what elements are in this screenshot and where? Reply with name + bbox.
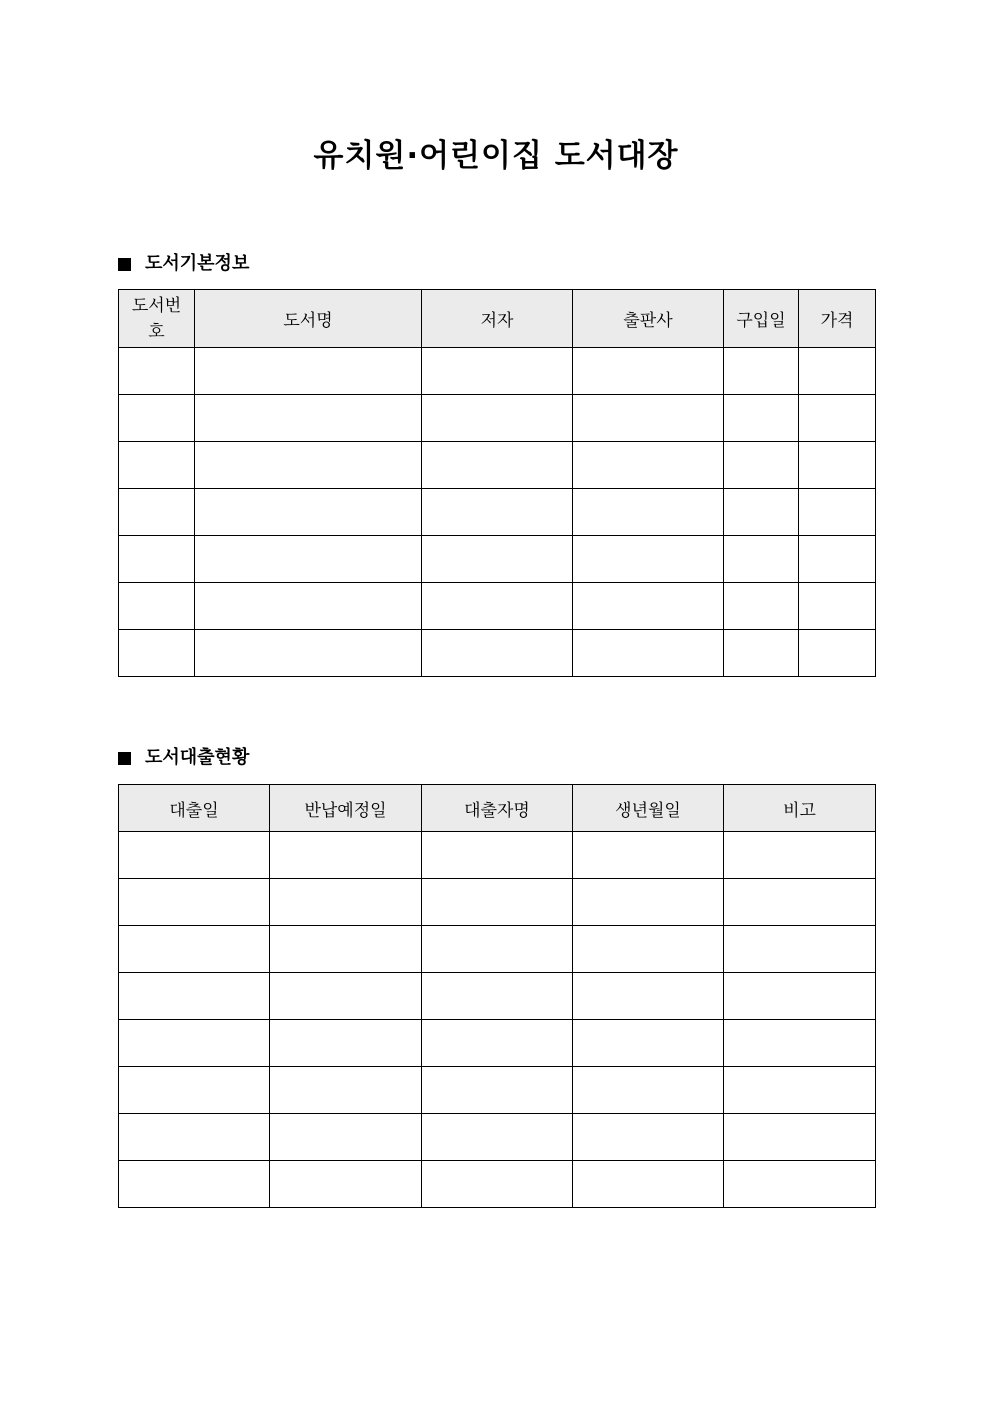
table-cell[interactable] <box>422 926 573 973</box>
table-cell[interactable] <box>195 630 422 677</box>
table-cell[interactable] <box>119 879 270 926</box>
table-cell[interactable] <box>119 348 195 395</box>
table-cell[interactable] <box>724 395 799 442</box>
table-header-row <box>119 785 876 832</box>
table-cell[interactable] <box>422 489 573 536</box>
table-cell[interactable] <box>799 536 876 583</box>
table-cell[interactable] <box>422 630 573 677</box>
table-cell[interactable] <box>573 1161 724 1208</box>
table-cell[interactable] <box>422 536 573 583</box>
table-cell[interactable] <box>119 1020 270 1067</box>
table-cell[interactable] <box>270 973 422 1020</box>
table-cell[interactable] <box>573 630 724 677</box>
book-info-table <box>118 289 876 677</box>
table-cell[interactable] <box>422 1067 573 1114</box>
table-cell[interactable] <box>422 442 573 489</box>
column-header-birth-date: 생년월일 <box>573 785 724 832</box>
table-cell[interactable] <box>422 1114 573 1161</box>
table-cell[interactable] <box>195 489 422 536</box>
table-row <box>119 536 876 583</box>
column-header-label: 도서번 호 <box>131 295 182 342</box>
table-row <box>119 1067 876 1114</box>
table-cell[interactable] <box>119 1067 270 1114</box>
table-cell[interactable] <box>422 395 573 442</box>
table-cell[interactable] <box>422 1020 573 1067</box>
table-row <box>119 442 876 489</box>
table-cell[interactable] <box>422 583 573 630</box>
table-cell[interactable] <box>422 348 573 395</box>
table-row <box>119 630 876 677</box>
square-bullet-icon <box>118 258 131 271</box>
table-cell[interactable] <box>270 1067 422 1114</box>
table-cell[interactable] <box>799 583 876 630</box>
column-header-loan-date: 대출일 <box>119 785 270 832</box>
table-cell[interactable] <box>799 630 876 677</box>
table-cell[interactable] <box>724 1114 876 1161</box>
column-header-remarks: 비고 <box>724 785 876 832</box>
table-cell[interactable] <box>195 583 422 630</box>
table-cell[interactable] <box>573 1020 724 1067</box>
column-header-book-title: 도서명 <box>195 290 422 348</box>
table-row <box>119 1161 876 1208</box>
table-cell[interactable] <box>724 879 876 926</box>
table-cell[interactable] <box>119 442 195 489</box>
table-cell[interactable] <box>573 583 724 630</box>
table-cell[interactable] <box>195 536 422 583</box>
table-cell[interactable] <box>573 395 724 442</box>
column-header-purchase-date: 구입일 <box>724 290 799 348</box>
table-row <box>119 1020 876 1067</box>
column-header-due-date: 반납예정일 <box>270 785 422 832</box>
table-cell[interactable] <box>119 832 270 879</box>
table-cell[interactable] <box>195 348 422 395</box>
table-row <box>119 395 876 442</box>
section-heading-label: 도서대출현황 <box>145 747 250 768</box>
table-cell[interactable] <box>119 583 195 630</box>
table-row <box>119 926 876 973</box>
table-row <box>119 583 876 630</box>
table-cell[interactable] <box>270 1161 422 1208</box>
table-row <box>119 879 876 926</box>
section-heading-loan-status <box>118 746 249 770</box>
table-cell[interactable] <box>573 536 724 583</box>
column-header-price: 가격 <box>799 290 876 348</box>
column-header-author: 저자 <box>422 290 573 348</box>
table-row <box>119 489 876 536</box>
section-heading-book-info <box>118 252 249 276</box>
table-cell[interactable] <box>573 879 724 926</box>
table-cell[interactable] <box>119 395 195 442</box>
table-cell[interactable] <box>422 879 573 926</box>
table-cell[interactable] <box>119 1114 270 1161</box>
section-heading-label: 도서기본정보 <box>145 253 250 274</box>
table-cell[interactable] <box>724 348 799 395</box>
table-cell[interactable] <box>573 926 724 973</box>
table-cell[interactable] <box>724 926 876 973</box>
table-cell[interactable] <box>724 536 799 583</box>
column-header-borrower-name: 대출자명 <box>422 785 573 832</box>
table-cell[interactable] <box>573 973 724 1020</box>
table-cell[interactable] <box>119 489 195 536</box>
page-title: 유치원·어린이집 도서대장 <box>313 138 679 174</box>
table-row <box>119 832 876 879</box>
table-cell[interactable] <box>573 832 724 879</box>
table-cell[interactable] <box>195 442 422 489</box>
table-cell[interactable] <box>724 1067 876 1114</box>
table-cell[interactable] <box>573 1067 724 1114</box>
table-cell[interactable] <box>270 832 422 879</box>
table-cell[interactable] <box>195 395 422 442</box>
table-cell[interactable] <box>724 973 876 1020</box>
table-cell[interactable] <box>799 442 876 489</box>
table-row <box>119 973 876 1020</box>
table-cell[interactable] <box>724 630 799 677</box>
table-row <box>119 348 876 395</box>
table-cell[interactable] <box>573 442 724 489</box>
table-cell[interactable] <box>422 973 573 1020</box>
table-cell[interactable] <box>799 489 876 536</box>
table-cell[interactable] <box>119 536 195 583</box>
table-cell[interactable] <box>270 879 422 926</box>
table-cell[interactable] <box>573 348 724 395</box>
table-cell[interactable] <box>799 395 876 442</box>
table-cell[interactable] <box>799 348 876 395</box>
column-header-publisher: 출판사 <box>573 290 724 348</box>
table-cell[interactable] <box>270 1020 422 1067</box>
table-cell[interactable] <box>119 1161 270 1208</box>
table-cell[interactable] <box>422 832 573 879</box>
loan-status-table <box>118 784 876 1208</box>
table-cell[interactable] <box>119 630 195 677</box>
table-row <box>119 1114 876 1161</box>
table-cell[interactable] <box>724 1161 876 1208</box>
table-cell[interactable] <box>270 926 422 973</box>
column-header-book-number <box>119 290 195 348</box>
table-cell[interactable] <box>422 1161 573 1208</box>
table-cell[interactable] <box>119 973 270 1020</box>
table-cell[interactable] <box>724 1020 876 1067</box>
table-cell[interactable] <box>724 583 799 630</box>
table-cell[interactable] <box>724 832 876 879</box>
table-header-row <box>119 290 876 348</box>
square-bullet-icon <box>118 752 131 765</box>
table-cell[interactable] <box>573 1114 724 1161</box>
table-cell[interactable] <box>119 926 270 973</box>
table-cell[interactable] <box>724 442 799 489</box>
table-cell[interactable] <box>724 489 799 536</box>
table-cell[interactable] <box>270 1114 422 1161</box>
table-cell[interactable] <box>573 489 724 536</box>
